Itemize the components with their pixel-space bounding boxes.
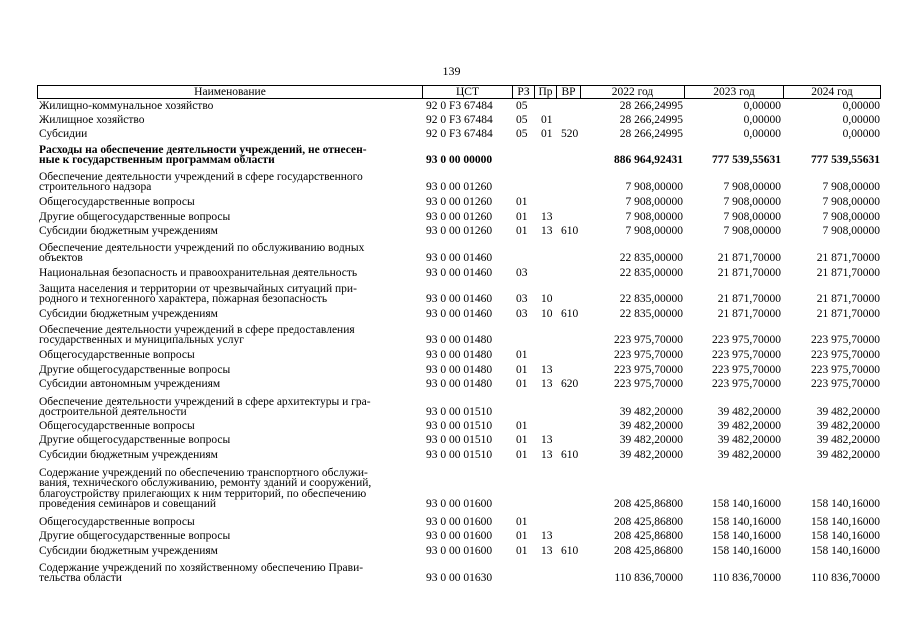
row-2022: 223 975,70000 — [614, 334, 683, 347]
row-name: Общегосударственные вопросы — [39, 420, 195, 432]
row-pr: 13 — [541, 378, 553, 390]
row-name: Расходы на обеспечение деятельности учреждений, не отнесен- ные к государственным программам области — [39, 144, 367, 167]
row-2022: 39 482,20000 — [619, 449, 683, 461]
row-code: 93 0 00 01600 — [426, 516, 493, 528]
row-code: 92 0 F3 67484 — [426, 128, 493, 140]
row-name: Содержание учреждений по хозяйственному обеспечению Прави- тельства области — [39, 562, 364, 585]
row-2023: 39 482,20000 — [717, 420, 781, 432]
row-2022: 28 266,24995 — [619, 128, 683, 140]
row-2023: 158 140,16000 — [712, 530, 781, 542]
row-2022: 22 835,00000 — [619, 293, 683, 306]
row-code: 93 0 00 01460 — [426, 308, 493, 320]
row-name: Субсидии бюджетным учреждениям — [39, 449, 218, 461]
row-name: Другие общегосударственные вопросы — [39, 364, 231, 376]
row-2024: 223 975,70000 — [811, 378, 880, 390]
row-pr: 13 — [541, 434, 553, 446]
row-2024: 7 908,00000 — [822, 211, 880, 223]
row-2024: 223 975,70000 — [811, 334, 880, 347]
row-name: Другие общегосударственные вопросы — [39, 211, 231, 223]
row-rz: 01 — [516, 364, 528, 376]
row-pr: 01 — [541, 114, 553, 126]
row-name: Содержание учреждений по обеспечению транспортного обслужи- вания, технического обслуживанию, ремонту зданий и сооружений, благоустройству прилегающих к ним территорий, по обеспечению проведения семинаров и совещаний — [39, 467, 372, 511]
row-2023: 39 482,20000 — [717, 434, 781, 446]
row-name: Обеспечение деятельности учреждений в сфере государственного строительного надзора — [39, 171, 363, 194]
row-2022: 7 908,00000 — [625, 225, 683, 237]
row-code: 93 0 00 01460 — [426, 267, 493, 279]
row-2023: 777 539,55631 — [712, 154, 781, 167]
row-rz: 01 — [516, 434, 528, 446]
header-vr: ВР — [556, 86, 580, 98]
row-pr: 01 — [541, 128, 553, 140]
row-2022: 7 908,00000 — [625, 196, 683, 208]
row-2022: 223 975,70000 — [614, 378, 683, 390]
page-number: 139 — [442, 64, 461, 78]
row-2023: 7 908,00000 — [723, 181, 781, 194]
row-2023: 7 908,00000 — [723, 196, 781, 208]
row-vr: 610 — [561, 545, 579, 557]
header-code: ЦСТ — [422, 86, 512, 98]
row-code: 93 0 00 01510 — [426, 449, 493, 461]
row-code: 93 0 00 01480 — [426, 378, 493, 390]
row-2022: 22 835,00000 — [619, 252, 683, 265]
row-2023: 21 871,70000 — [717, 252, 781, 265]
row-2022: 39 482,20000 — [619, 406, 683, 419]
row-2023: 21 871,70000 — [717, 308, 781, 320]
row-code: 93 0 00 01600 — [426, 545, 493, 557]
row-2023: 158 140,16000 — [712, 516, 781, 528]
row-code: 93 0 00 01260 — [426, 181, 493, 194]
header-2022: 2022 год — [580, 86, 684, 98]
row-pr: 13 — [541, 225, 553, 237]
row-2022: 28 266,24995 — [619, 100, 683, 112]
row-rz: 05 — [516, 128, 528, 140]
row-rz: 05 — [516, 100, 528, 112]
row-2024: 7 908,00000 — [822, 181, 880, 194]
row-code: 93 0 00 01510 — [426, 406, 493, 419]
row-2023: 223 975,70000 — [712, 378, 781, 390]
row-2022: 22 835,00000 — [619, 308, 683, 320]
row-name: Национальная безопасность и правоохранительная деятельность — [39, 267, 358, 279]
row-code: 92 0 F3 67484 — [426, 100, 493, 112]
row-rz: 01 — [516, 545, 528, 557]
row-rz: 01 — [516, 449, 528, 461]
row-2023: 0,00000 — [743, 114, 781, 126]
row-2024: 21 871,70000 — [816, 293, 880, 306]
row-2024: 158 140,16000 — [811, 498, 880, 511]
header-rz: РЗ — [512, 86, 534, 98]
row-name: Обеспечение деятельности учреждений в сфере предоставления государственных и муниципальных услуг — [39, 324, 355, 347]
row-2024: 39 482,20000 — [816, 406, 880, 419]
row-code: 93 0 00 01480 — [426, 349, 493, 361]
row-name: Общегосударственные вопросы — [39, 516, 195, 528]
table-header — [37, 85, 881, 99]
row-code: 93 0 00 01600 — [426, 530, 493, 542]
row-rz: 01 — [516, 530, 528, 542]
row-pr: 13 — [541, 364, 553, 376]
row-code: 92 0 F3 67484 — [426, 114, 493, 126]
row-2024: 777 539,55631 — [811, 154, 880, 167]
header-name: Наименование — [194, 86, 266, 98]
row-name: Субсидии бюджетным учреждениям — [39, 545, 218, 557]
row-2024: 158 140,16000 — [811, 530, 880, 542]
row-name: Другие общегосударственные вопросы — [39, 530, 231, 542]
row-2022: 223 975,70000 — [614, 364, 683, 376]
header-pr: Пр — [534, 86, 556, 98]
row-pr: 13 — [541, 530, 553, 542]
row-2022: 22 835,00000 — [619, 267, 683, 279]
row-name: Другие общегосударственные вопросы — [39, 434, 231, 446]
row-code: 93 0 00 01510 — [426, 420, 493, 432]
header-2023: 2023 год — [684, 86, 783, 98]
row-name: Общегосударственные вопросы — [39, 349, 195, 361]
row-2024: 158 140,16000 — [811, 545, 880, 557]
row-2024: 158 140,16000 — [811, 516, 880, 528]
row-name: Субсидии бюджетным учреждениям — [39, 225, 218, 237]
row-rz: 01 — [516, 225, 528, 237]
row-pr: 13 — [541, 545, 553, 557]
row-rz: 01 — [516, 516, 528, 528]
row-2023: 39 482,20000 — [717, 406, 781, 419]
row-code: 93 0 00 01480 — [426, 364, 493, 376]
row-2023: 223 975,70000 — [712, 349, 781, 361]
row-2023: 158 140,16000 — [712, 545, 781, 557]
row-rz: 03 — [516, 308, 528, 320]
row-name: Жилищное хозяйство — [39, 114, 145, 126]
row-rz: 01 — [516, 349, 528, 361]
row-pr: 13 — [541, 449, 553, 461]
row-code: 93 0 00 01260 — [426, 225, 493, 237]
row-2024: 0,00000 — [842, 128, 880, 140]
row-pr: 13 — [541, 211, 553, 223]
row-name: Субсидии автономным учреждениям — [39, 378, 221, 390]
row-rz: 05 — [516, 114, 528, 126]
row-rz: 01 — [516, 211, 528, 223]
row-vr: 610 — [561, 225, 579, 237]
row-2023: 21 871,70000 — [717, 293, 781, 306]
row-code: 93 0 00 01600 — [426, 498, 493, 511]
row-pr: 10 — [541, 293, 553, 306]
row-rz: 03 — [516, 267, 528, 279]
row-code: 93 0 00 01260 — [426, 196, 493, 208]
row-2022: 39 482,20000 — [619, 420, 683, 432]
row-2023: 223 975,70000 — [712, 334, 781, 347]
row-code: 93 0 00 01480 — [426, 334, 493, 347]
row-rz: 01 — [516, 378, 528, 390]
row-2024: 7 908,00000 — [822, 225, 880, 237]
row-2022: 7 908,00000 — [625, 181, 683, 194]
row-2024: 39 482,20000 — [816, 434, 880, 446]
row-2024: 21 871,70000 — [816, 308, 880, 320]
row-code: 93 0 00 01510 — [426, 434, 493, 446]
row-2022: 110 836,70000 — [614, 572, 683, 585]
row-2024: 7 908,00000 — [822, 196, 880, 208]
row-name: Обеспечение деятельности учреждений в сфере архитектуры и гра- достроительной деятельности — [39, 396, 371, 419]
row-2024: 21 871,70000 — [816, 267, 880, 279]
row-rz: 03 — [516, 293, 528, 306]
row-2024: 39 482,20000 — [816, 449, 880, 461]
row-2022: 208 425,86800 — [614, 516, 683, 528]
row-pr: 10 — [541, 308, 553, 320]
row-vr: 610 — [561, 308, 579, 320]
row-2024: 0,00000 — [842, 100, 880, 112]
row-2023: 158 140,16000 — [712, 498, 781, 511]
row-2023: 39 482,20000 — [717, 449, 781, 461]
row-2022: 7 908,00000 — [625, 211, 683, 223]
row-2023: 0,00000 — [743, 128, 781, 140]
row-name: Обеспечение деятельности учреждений по обслуживанию водных объектов — [39, 242, 365, 265]
row-rz: 01 — [516, 420, 528, 432]
row-2023: 110 836,70000 — [712, 572, 781, 585]
header-2024: 2024 год — [783, 86, 880, 98]
row-code: 93 0 00 01260 — [426, 211, 493, 223]
row-2024: 39 482,20000 — [816, 420, 880, 432]
row-2024: 223 975,70000 — [811, 349, 880, 361]
row-2022: 223 975,70000 — [614, 349, 683, 361]
row-2024: 21 871,70000 — [816, 252, 880, 265]
row-2024: 0,00000 — [842, 114, 880, 126]
row-2024: 223 975,70000 — [811, 364, 880, 376]
row-code: 93 0 00 01460 — [426, 252, 493, 265]
row-code: 93 0 00 00000 — [426, 154, 493, 167]
row-code: 93 0 00 01630 — [426, 572, 493, 585]
row-code: 93 0 00 01460 — [426, 293, 493, 306]
row-name: Защита населения и территории от чрезвычайных ситуаций при- родного и техногенного характера, пожарная безопасность — [39, 283, 357, 306]
row-vr: 610 — [561, 449, 579, 461]
row-2022: 39 482,20000 — [619, 434, 683, 446]
row-2022: 208 425,86800 — [614, 545, 683, 557]
row-rz: 01 — [516, 196, 528, 208]
row-2023: 21 871,70000 — [717, 267, 781, 279]
row-2022: 208 425,86800 — [614, 530, 683, 542]
row-2022: 28 266,24995 — [619, 114, 683, 126]
row-2023: 0,00000 — [743, 100, 781, 112]
row-2022: 208 425,86800 — [614, 498, 683, 511]
row-name: Общегосударственные вопросы — [39, 196, 195, 208]
row-2023: 7 908,00000 — [723, 211, 781, 223]
row-vr: 520 — [561, 128, 579, 140]
row-name: Жилищно-коммунальное хозяйство — [39, 100, 214, 112]
row-2023: 223 975,70000 — [712, 364, 781, 376]
row-vr: 620 — [561, 378, 579, 390]
row-2023: 7 908,00000 — [723, 225, 781, 237]
row-name: Субсидии — [39, 128, 88, 140]
row-name: Субсидии бюджетным учреждениям — [39, 308, 218, 320]
row-2022: 886 964,92431 — [614, 154, 683, 167]
row-2024: 110 836,70000 — [811, 572, 880, 585]
